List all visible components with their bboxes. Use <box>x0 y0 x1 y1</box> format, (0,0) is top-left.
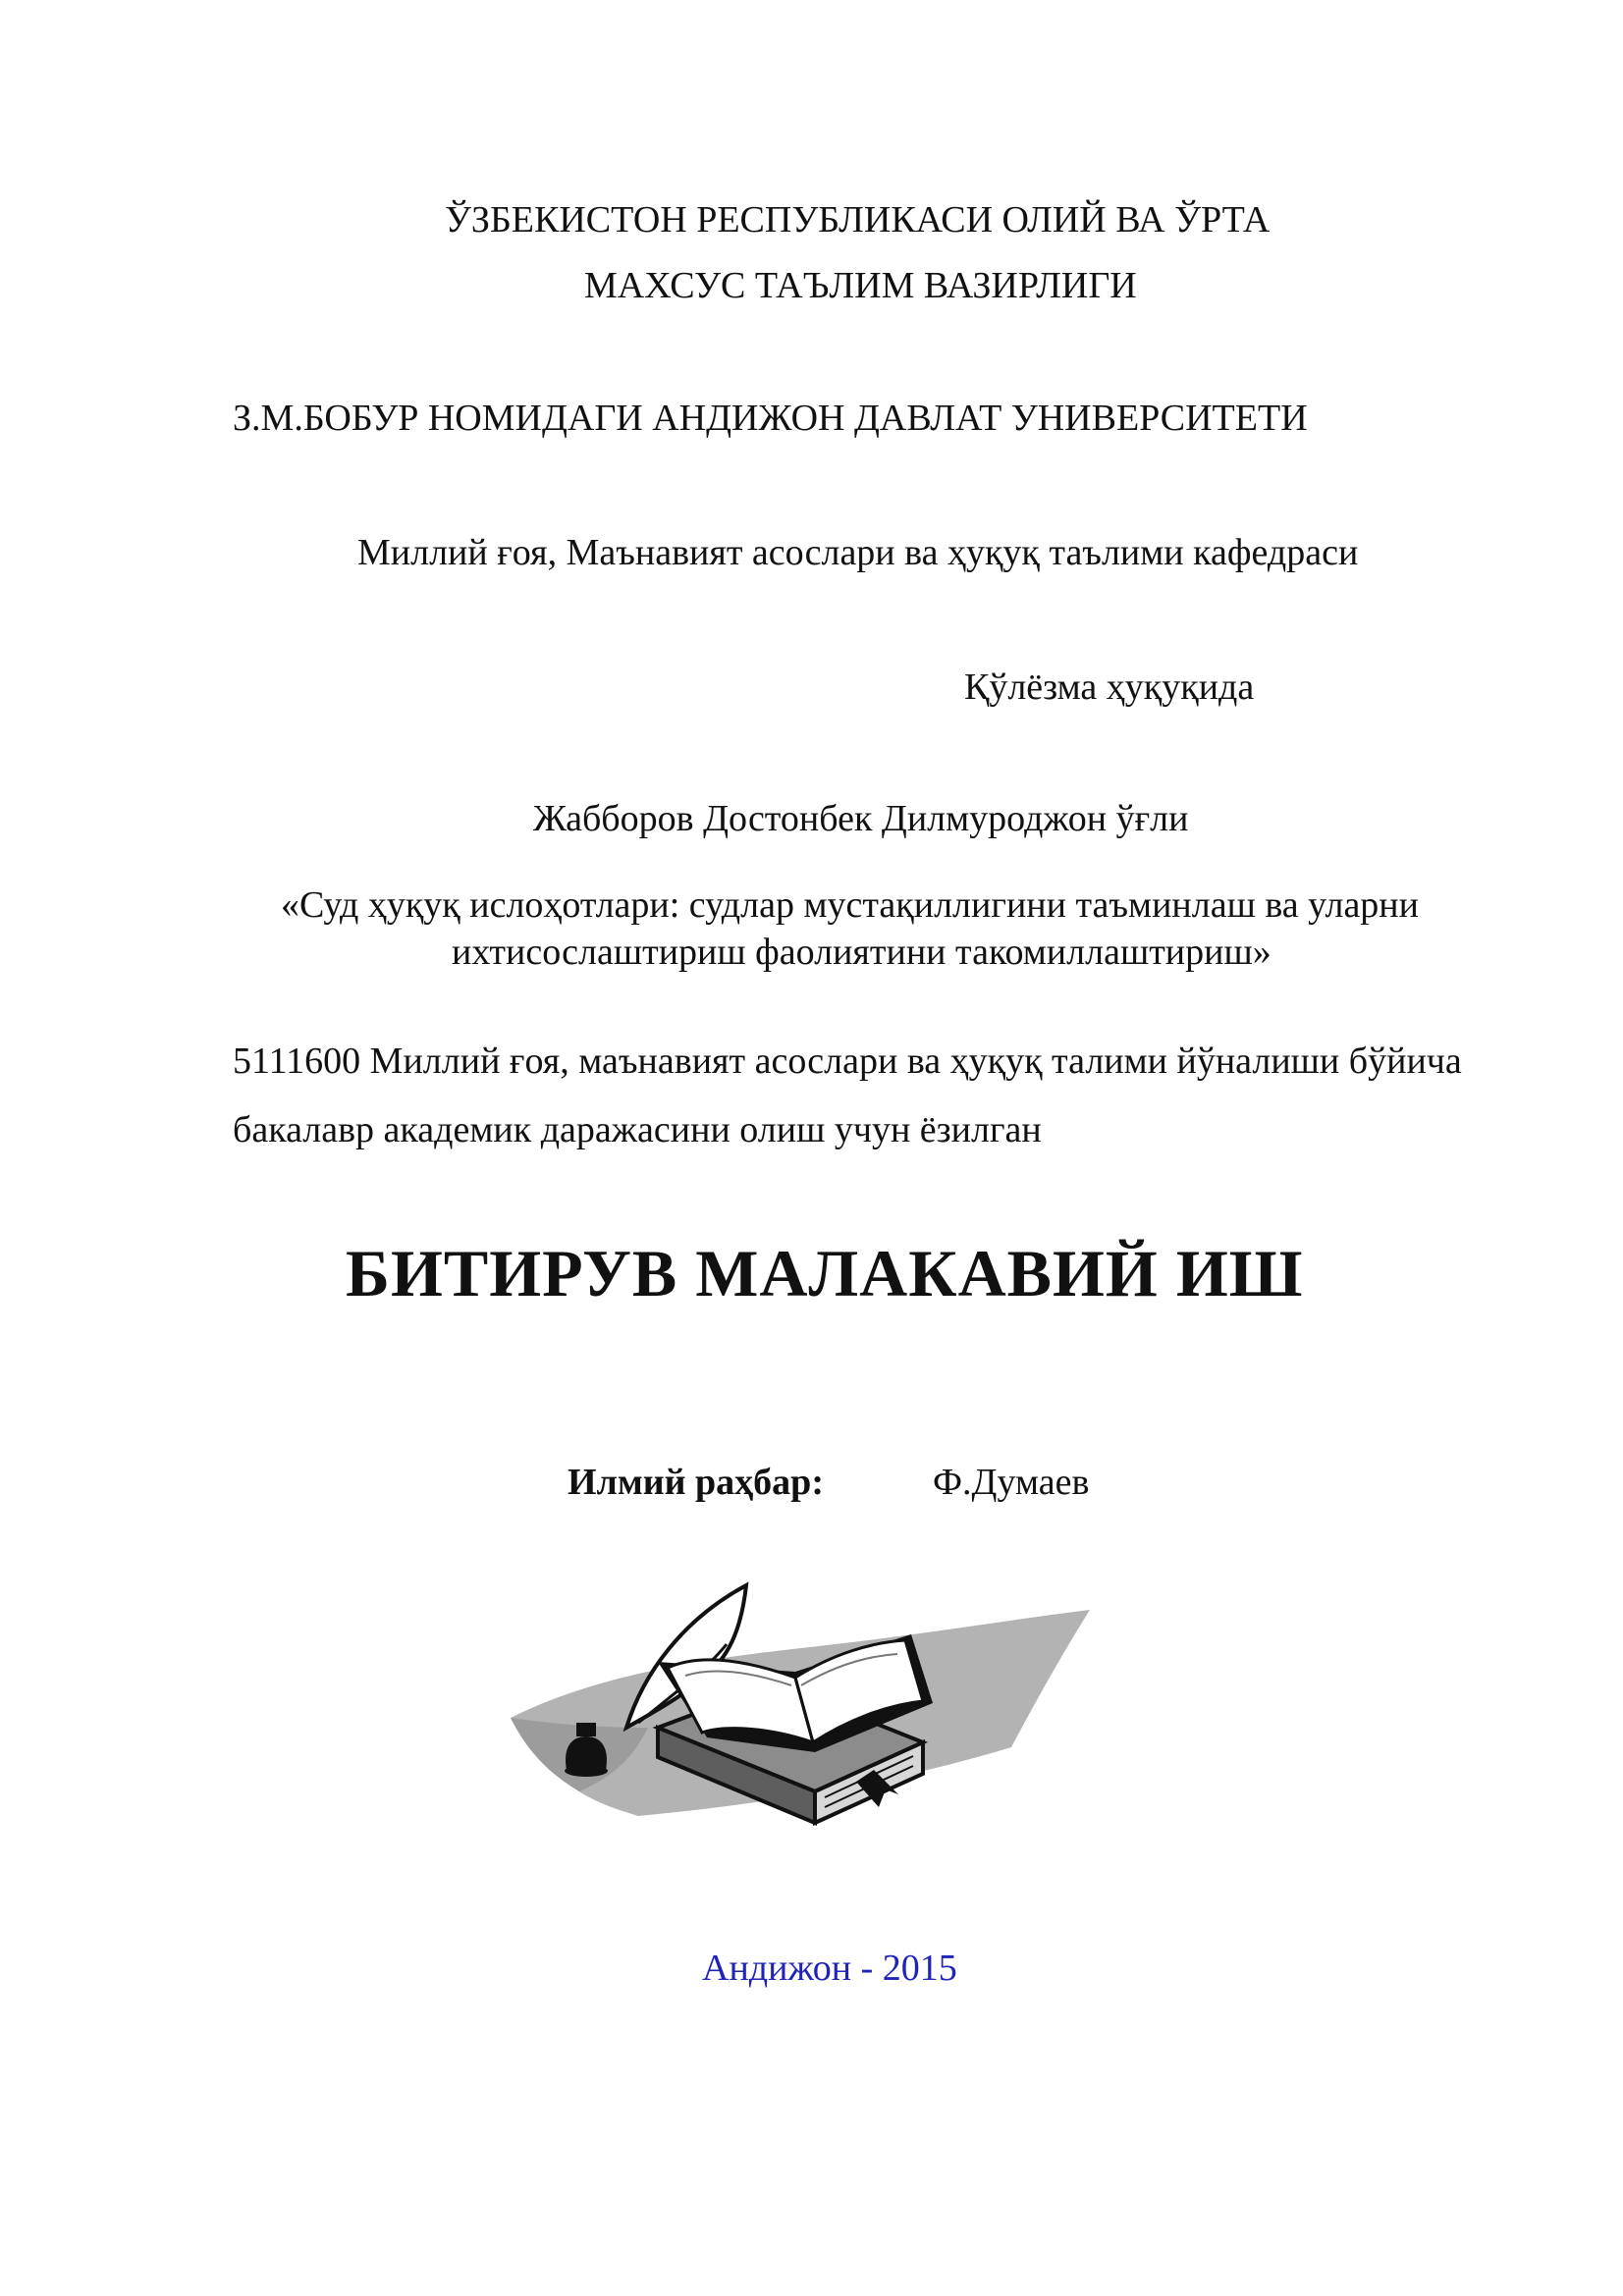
document-type-heading: БИТИРУВ МАЛАКАВИЙ ИШ <box>346 1236 1304 1310</box>
place-and-year: Андижон - 2015 <box>702 1948 957 1989</box>
ministry-line-2: МАХСУС ТАЪЛИМ ВАЗИРЛИГИ <box>584 265 1137 306</box>
thesis-topic-line-1: «Суд ҳуқуқ ислоҳотлари: судлар мустақиллигини таъминлаш ва уларни <box>281 884 1419 926</box>
specialty-line-2: бакалавр академик даражасини олиш учун ёзилган <box>233 1109 1042 1150</box>
manuscript-rights-note: Қўлёзма ҳуқуқида <box>964 667 1255 708</box>
author-name: Жабборов Достонбек Дилмуроджон ўғли <box>533 798 1189 839</box>
university-name: З.М.БОБУР НОМИДАГИ АНДИЖОН ДАВЛАТ УНИВЕРСИТЕТИ <box>233 398 1308 439</box>
thesis-topic-line-2: ихтисослаштириш фаолиятини такомиллаштириш» <box>452 932 1271 973</box>
advisor-name: Ф.Думаев <box>933 1462 1090 1503</box>
books-quill-inkwell-icon <box>501 1575 1109 1875</box>
advisor-label: Илмий раҳбар: <box>568 1462 824 1503</box>
specialty-line-1: 5111600 Миллий ғоя, маънавият асослари ва ҳуқуқ талими йўналиши бўйича <box>233 1041 1462 1082</box>
department-name: Миллий ғоя, Маънавият асослари ва ҳуқуқ таълими кафедраси <box>357 532 1359 573</box>
ministry-line-1: ЎЗБЕКИСТОН РЕСПУБЛИКАСИ ОЛИЙ ВА ЎРТА <box>445 199 1271 240</box>
